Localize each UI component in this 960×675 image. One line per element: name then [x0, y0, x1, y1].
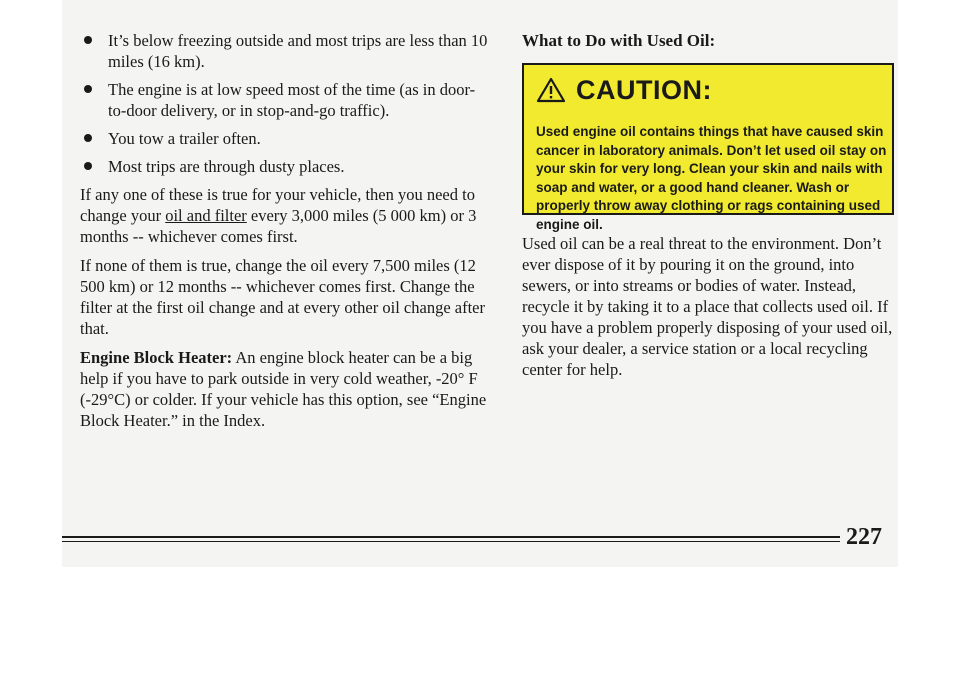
bullet-icon [84, 134, 92, 142]
normal-interval-paragraph: If none of them is true, change the oil every 7,500 miles (12 500 km) or 12 months -- whichever comes first. Change the filter at the first oil change and at every other oil change after that. [80, 256, 485, 338]
oil-and-filter-link[interactable]: oil and filter [165, 206, 247, 225]
oil-interval-paragraph: If any one of these is true for your vehicle, then you need to change your oil and filter every 3,000 miles (5 000 km) or 3 months -- whichever comes first. [80, 185, 477, 246]
footer-rule [62, 536, 840, 542]
caution-text: Used engine oil contains things that have caused skin cancer in laboratory animals. Don’t let used oil stay on your skin for very long. Clean your skin and nails with soap and water, or a good hand cleaner. Wash or properly throw away clothing or rags containing used engine oil. [536, 124, 887, 232]
caution-header [536, 74, 712, 105]
list-item: It’s below freezing outside and most trips are less than 10 miles (16 km). [80, 30, 490, 72]
section-heading: What to Do with Used Oil: [522, 31, 716, 50]
bullet-icon [84, 36, 92, 44]
block-heater-label: Engine Block Heater: [80, 348, 233, 367]
caution-title: CAUTION: [576, 74, 712, 105]
block-heater-paragraph: Engine Block Heater: An engine block heater can be a big help if you have to park outside in very cold weather, -20° F (-29°C) or colder. If your vehicle has this option, see “Engine Block Heater.” in the Index. [80, 348, 487, 430]
right-column [522, 30, 896, 388]
list-item: You tow a trailer often. [80, 128, 490, 149]
used-oil-paragraph: Used oil can be a real threat to the environment. Don’t ever dispose of it by pouring it on the ground, into sewers, or into streams or bodies of water. Instead, recycle it by taking it to a place that collects used oil. If you have a problem properly disposing of your used oil, ask your dealer, a service station or a local recycling center for help. [522, 234, 893, 379]
caution-box [522, 63, 894, 232]
left-column [80, 30, 490, 439]
list-item: The engine is at low speed most of the time (as in door-to-door delivery, or in stop-and-go traffic). [80, 79, 490, 121]
bullet-icon [84, 162, 92, 170]
list-item: Most trips are through dusty places. [80, 156, 490, 177]
warning-triangle-icon [536, 77, 566, 103]
bullet-icon [84, 85, 92, 93]
page-number: 227 [846, 524, 882, 550]
condition-list [80, 30, 490, 177]
